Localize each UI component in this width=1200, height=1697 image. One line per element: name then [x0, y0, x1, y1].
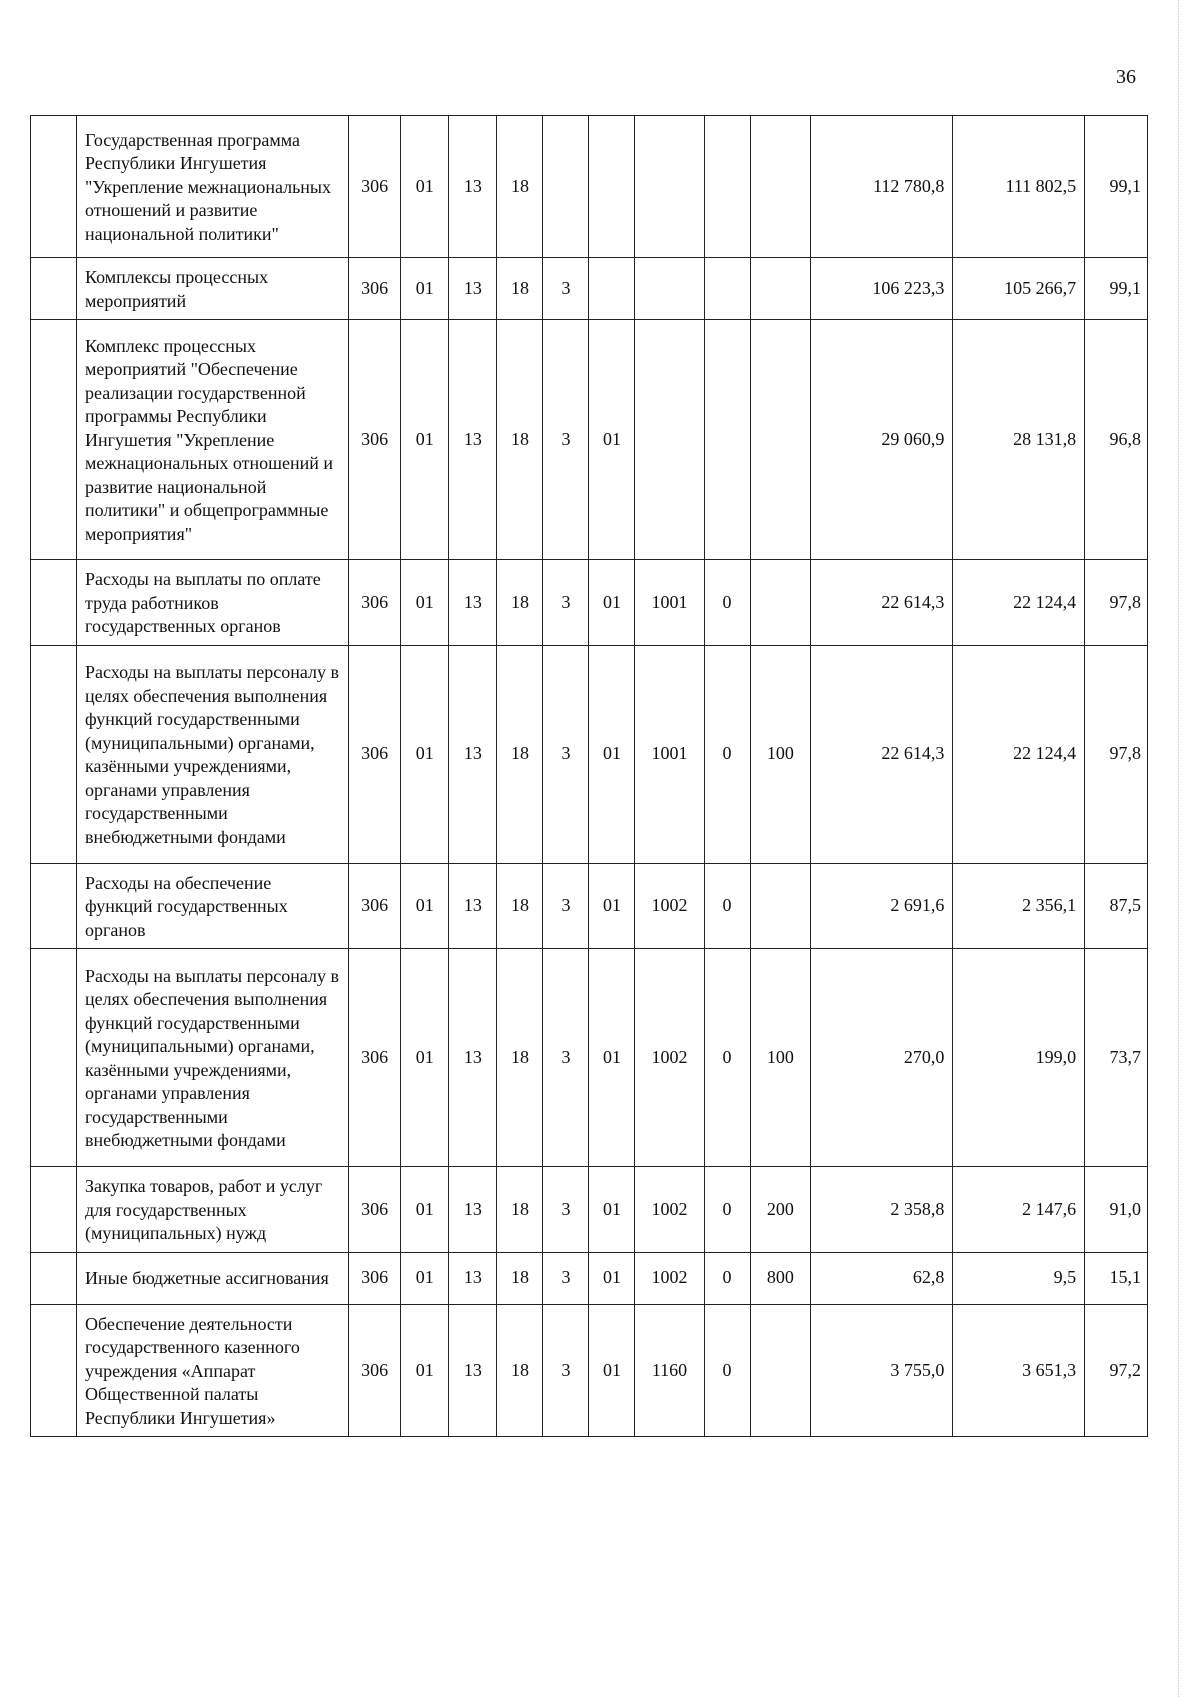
subsection-code-cell: 13	[449, 1252, 497, 1304]
planned-amount-cell: 22 614,3	[811, 560, 953, 646]
sub-direction-code-cell: 0	[704, 949, 750, 1167]
sub-direction-code-cell: 0	[704, 560, 750, 646]
execution-percent-cell: 87,5	[1085, 863, 1148, 949]
ministry-code-cell: 306	[348, 863, 400, 949]
planned-amount-cell: 112 780,8	[811, 116, 953, 258]
ministry-code-cell: 306	[348, 1304, 400, 1437]
measure-code-cell: 01	[589, 1167, 635, 1253]
measure-code-cell: 01	[589, 320, 635, 560]
execution-percent-cell: 97,8	[1085, 560, 1148, 646]
row-number-cell	[31, 1167, 77, 1253]
row-number-cell	[31, 645, 77, 863]
direction-code-cell: 1002	[635, 863, 704, 949]
direction-code-cell	[635, 258, 704, 320]
ministry-code-cell: 306	[348, 1252, 400, 1304]
direction-code-cell: 1002	[635, 1252, 704, 1304]
program-code-cell: 18	[497, 1252, 543, 1304]
subsection-code-cell: 13	[449, 949, 497, 1167]
subprogram-code-cell: 3	[543, 1167, 589, 1253]
row-name-cell: Расходы на выплаты персоналу в целях обеспечения выполнения функций государственными (муниципальными) органами, казёнными учреждениями, органами управления государственными внебюджетными фондами	[77, 645, 349, 863]
planned-amount-cell: 2 691,6	[811, 863, 953, 949]
program-code-cell: 18	[497, 258, 543, 320]
planned-amount-cell: 29 060,9	[811, 320, 953, 560]
program-code-cell: 18	[497, 560, 543, 646]
subprogram-code-cell: 3	[543, 1252, 589, 1304]
sub-direction-code-cell: 0	[704, 863, 750, 949]
measure-code-cell: 01	[589, 645, 635, 863]
row-number-cell	[31, 1252, 77, 1304]
actual-amount-cell: 28 131,8	[953, 320, 1085, 560]
row-name-cell: Расходы на выплаты персоналу в целях обеспечения выполнения функций государственными (муниципальными) органами, казёнными учреждениями, органами управления государственными внебюджетными фондами	[77, 949, 349, 1167]
table-row	[31, 1167, 1148, 1253]
table-row	[31, 258, 1148, 320]
section-code-cell: 01	[401, 1304, 449, 1437]
row-name-cell: Комплекс процессных мероприятий "Обеспечение реализации государственной программы Республики Ингушетия "Укрепление межнациональных отношений и развитие национальной политики" и общепрограммные мероприятия"	[77, 320, 349, 560]
direction-code-cell: 1001	[635, 560, 704, 646]
ministry-code-cell: 306	[348, 258, 400, 320]
subprogram-code-cell: 3	[543, 1304, 589, 1437]
ministry-code-cell: 306	[348, 560, 400, 646]
measure-code-cell: 01	[589, 1252, 635, 1304]
ministry-code-cell: 306	[348, 320, 400, 560]
program-code-cell: 18	[497, 116, 543, 258]
budget-execution-table	[30, 115, 1148, 1437]
actual-amount-cell: 22 124,4	[953, 560, 1085, 646]
subsection-code-cell: 13	[449, 1167, 497, 1253]
row-name-cell: Комплексы процессных мероприятий	[77, 258, 349, 320]
ministry-code-cell: 306	[348, 645, 400, 863]
table-row	[31, 949, 1148, 1167]
section-code-cell: 01	[401, 863, 449, 949]
sub-direction-code-cell	[704, 116, 750, 258]
measure-code-cell	[589, 258, 635, 320]
actual-amount-cell: 22 124,4	[953, 645, 1085, 863]
measure-code-cell: 01	[589, 560, 635, 646]
row-number-cell	[31, 560, 77, 646]
expense-type-code-cell: 800	[750, 1252, 811, 1304]
program-code-cell: 18	[497, 1304, 543, 1437]
subsection-code-cell: 13	[449, 258, 497, 320]
section-code-cell: 01	[401, 1252, 449, 1304]
measure-code-cell: 01	[589, 1304, 635, 1437]
subprogram-code-cell: 3	[543, 258, 589, 320]
actual-amount-cell: 2 356,1	[953, 863, 1085, 949]
expense-type-code-cell	[750, 863, 811, 949]
subsection-code-cell: 13	[449, 1304, 497, 1437]
subsection-code-cell: 13	[449, 116, 497, 258]
row-name-cell: Расходы на обеспечение функций государственных органов	[77, 863, 349, 949]
expense-type-code-cell: 200	[750, 1167, 811, 1253]
execution-percent-cell: 73,7	[1085, 949, 1148, 1167]
table-row	[31, 645, 1148, 863]
expense-type-code-cell	[750, 258, 811, 320]
expense-type-code-cell	[750, 1304, 811, 1437]
row-name-cell: Государственная программа Республики Ингушетия "Укрепление межнациональных отношений и развитие национальной политики"	[77, 116, 349, 258]
direction-code-cell	[635, 320, 704, 560]
subprogram-code-cell	[543, 116, 589, 258]
execution-percent-cell: 15,1	[1085, 1252, 1148, 1304]
direction-code-cell	[635, 116, 704, 258]
planned-amount-cell: 2 358,8	[811, 1167, 953, 1253]
row-number-cell	[31, 320, 77, 560]
sub-direction-code-cell: 0	[704, 1252, 750, 1304]
actual-amount-cell: 2 147,6	[953, 1167, 1085, 1253]
expense-type-code-cell	[750, 320, 811, 560]
row-name-cell: Иные бюджетные ассигнования	[77, 1252, 349, 1304]
row-number-cell	[31, 863, 77, 949]
measure-code-cell: 01	[589, 949, 635, 1167]
planned-amount-cell: 270,0	[811, 949, 953, 1167]
execution-percent-cell: 97,2	[1085, 1304, 1148, 1437]
direction-code-cell: 1001	[635, 645, 704, 863]
row-number-cell	[31, 116, 77, 258]
table-row	[31, 116, 1148, 258]
section-code-cell: 01	[401, 258, 449, 320]
table-row	[31, 1304, 1148, 1437]
actual-amount-cell: 105 266,7	[953, 258, 1085, 320]
table-row	[31, 560, 1148, 646]
actual-amount-cell: 9,5	[953, 1252, 1085, 1304]
ministry-code-cell: 306	[348, 949, 400, 1167]
planned-amount-cell: 106 223,3	[811, 258, 953, 320]
sub-direction-code-cell	[704, 320, 750, 560]
subsection-code-cell: 13	[449, 320, 497, 560]
section-code-cell: 01	[401, 949, 449, 1167]
subsection-code-cell: 13	[449, 863, 497, 949]
sub-direction-code-cell	[704, 258, 750, 320]
execution-percent-cell: 99,1	[1085, 116, 1148, 258]
ministry-code-cell: 306	[348, 1167, 400, 1253]
expense-type-code-cell: 100	[750, 949, 811, 1167]
program-code-cell: 18	[497, 949, 543, 1167]
row-number-cell	[31, 1304, 77, 1437]
page-number: 36	[1116, 66, 1136, 88]
measure-code-cell	[589, 116, 635, 258]
subsection-code-cell: 13	[449, 560, 497, 646]
planned-amount-cell: 62,8	[811, 1252, 953, 1304]
program-code-cell: 18	[497, 863, 543, 949]
section-code-cell: 01	[401, 560, 449, 646]
section-code-cell: 01	[401, 320, 449, 560]
table-row	[31, 1252, 1148, 1304]
row-number-cell	[31, 949, 77, 1167]
subprogram-code-cell: 3	[543, 645, 589, 863]
subprogram-code-cell: 3	[543, 320, 589, 560]
expense-type-code-cell: 100	[750, 645, 811, 863]
section-code-cell: 01	[401, 116, 449, 258]
subprogram-code-cell: 3	[543, 863, 589, 949]
sub-direction-code-cell: 0	[704, 1304, 750, 1437]
measure-code-cell: 01	[589, 863, 635, 949]
execution-percent-cell: 99,1	[1085, 258, 1148, 320]
sub-direction-code-cell: 0	[704, 645, 750, 863]
execution-percent-cell: 97,8	[1085, 645, 1148, 863]
row-name-cell: Закупка товаров, работ и услуг для государственных (муниципальных) нужд	[77, 1167, 349, 1253]
planned-amount-cell: 3 755,0	[811, 1304, 953, 1437]
planned-amount-cell: 22 614,3	[811, 645, 953, 863]
section-code-cell: 01	[401, 1167, 449, 1253]
subsection-code-cell: 13	[449, 645, 497, 863]
direction-code-cell: 1160	[635, 1304, 704, 1437]
actual-amount-cell: 199,0	[953, 949, 1085, 1167]
row-name-cell: Расходы на выплаты по оплате труда работников государственных органов	[77, 560, 349, 646]
program-code-cell: 18	[497, 320, 543, 560]
row-number-cell	[31, 258, 77, 320]
sub-direction-code-cell: 0	[704, 1167, 750, 1253]
table-row	[31, 320, 1148, 560]
table-row	[31, 863, 1148, 949]
expense-type-code-cell	[750, 116, 811, 258]
scan-edge-line	[1178, 0, 1180, 1697]
execution-percent-cell: 96,8	[1085, 320, 1148, 560]
subprogram-code-cell: 3	[543, 949, 589, 1167]
actual-amount-cell: 111 802,5	[953, 116, 1085, 258]
actual-amount-cell: 3 651,3	[953, 1304, 1085, 1437]
section-code-cell: 01	[401, 645, 449, 863]
program-code-cell: 18	[497, 1167, 543, 1253]
ministry-code-cell: 306	[348, 116, 400, 258]
program-code-cell: 18	[497, 645, 543, 863]
execution-percent-cell: 91,0	[1085, 1167, 1148, 1253]
direction-code-cell: 1002	[635, 1167, 704, 1253]
direction-code-cell: 1002	[635, 949, 704, 1167]
row-name-cell: Обеспечение деятельности государственного казенного учреждения «Аппарат Общественной палаты Республики Ингушетия»	[77, 1304, 349, 1437]
expense-type-code-cell	[750, 560, 811, 646]
subprogram-code-cell: 3	[543, 560, 589, 646]
